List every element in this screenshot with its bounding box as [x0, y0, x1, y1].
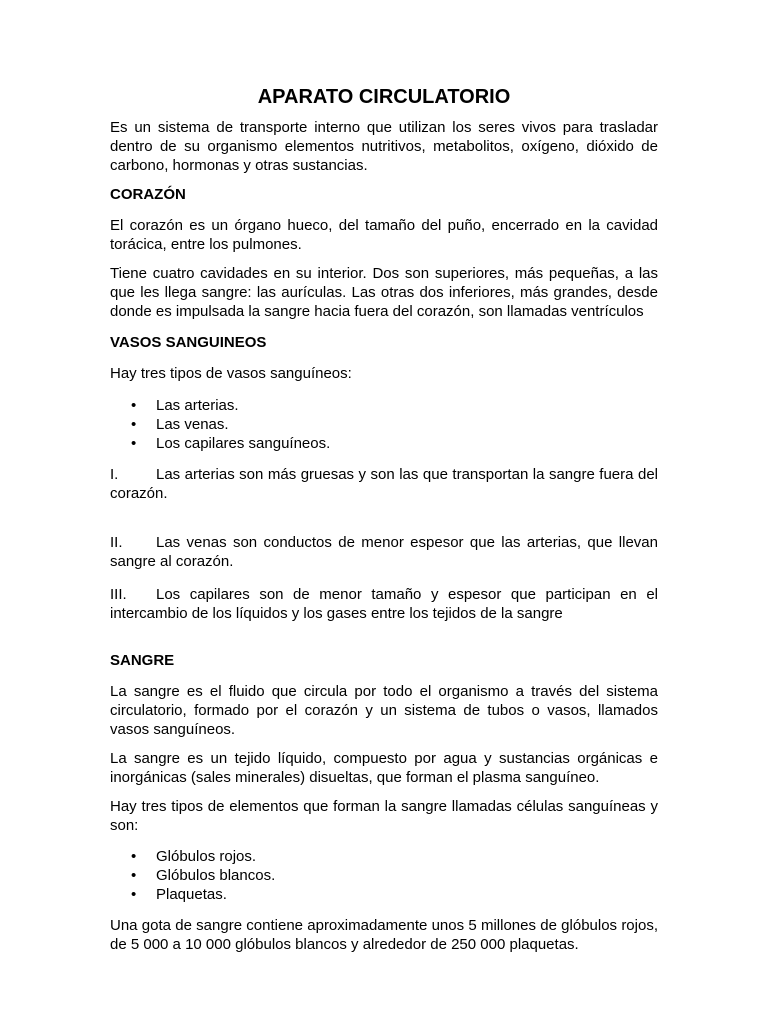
- numeral-3: III.: [110, 586, 127, 603]
- bullet-icon: •: [131, 867, 137, 884]
- page-title: APARATO CIRCULATORIO: [257, 86, 511, 108]
- sangre-paragraph-4: Una gota de sangre contiene aproximadamente unos 5 millones de glóbulos rojos, de 5 000 a 10 000 glóbulos blancos y alrededor de 250 000 plaquetas.: [110, 917, 658, 953]
- vasos-intro: Hay tres tipos de vasos sanguíneos:: [110, 365, 352, 382]
- list-item: • Los capilares sanguíneos.: [131, 435, 331, 452]
- list-item: • Las arterias.: [131, 397, 239, 414]
- bullet-icon: •: [131, 416, 137, 433]
- vasos-list: [110, 396, 658, 453]
- sangre-list: [110, 847, 658, 904]
- sangre-paragraph-3: Hay tres tipos de elementos que forman la sangre llamadas células sanguíneas y son:: [110, 798, 658, 834]
- sangre-paragraph-2: La sangre es un tejido líquido, compuesto por agua y sustancias orgánicas e inorgánicas (sales minerales) disueltas, que forman el plasma sanguíneo.: [110, 750, 658, 786]
- bullet-icon: •: [131, 848, 137, 865]
- list-item: • Las venas.: [131, 416, 229, 433]
- numbered-paragraph-2: II. Las venas son conductos de menor espesor que las arterias, que llevan sangre al corazón.: [110, 534, 658, 570]
- corazon-paragraph-1: El corazón es un órgano hueco, del tamaño del puño, encerrado en la cavidad torácica, entre los pulmones.: [110, 217, 658, 253]
- list-item: • Plaquetas.: [131, 886, 227, 903]
- bullet-icon: •: [131, 886, 137, 903]
- corazon-paragraph-2: Tiene cuatro cavidades en su interior. Dos son superiores, más pequeñas, a las que les llega sangre: las aurículas. Las otras dos inferiores, más grandes, desde donde es impulsada la sangre hacia fuera del corazón, son llamadas ventrículos: [110, 265, 658, 320]
- list-item: • Glóbulos blancos.: [131, 867, 276, 884]
- bullet-icon: •: [131, 435, 137, 452]
- intro-paragraph: Es un sistema de transporte interno que utilizan los seres vivos para trasladar dentro de su organismo elementos nutritivos, metabolitos, oxígeno, dióxido de carbono, hormonas y otras sustancias.: [110, 119, 658, 174]
- heading-vasos: VASOS SANGUINEOS: [110, 334, 267, 351]
- document-page: [110, 84, 658, 954]
- numeral-1: I.: [110, 466, 119, 483]
- sangre-paragraph-1: La sangre es el fluido que circula por todo el organismo a través del sistema circulatorio, formado por el corazón y un sistema de tubos o vasos, llamados vasos sanguíneos.: [110, 683, 658, 738]
- heading-corazon: CORAZÓN: [110, 186, 186, 203]
- numbered-paragraph-3: III. Los capilares son de menor tamaño y espesor que participan en el intercambio de los líquidos y los gases entre los tejidos de la sangre: [110, 586, 658, 622]
- bullet-icon: •: [131, 397, 137, 414]
- numeral-2: II.: [110, 534, 123, 551]
- numbered-paragraph-1: I. Las arterias son más gruesas y son las que transportan la sangre fuera del corazón.: [110, 466, 658, 502]
- heading-sangre: SANGRE: [110, 652, 175, 669]
- list-item: • Glóbulos rojos.: [131, 848, 257, 865]
